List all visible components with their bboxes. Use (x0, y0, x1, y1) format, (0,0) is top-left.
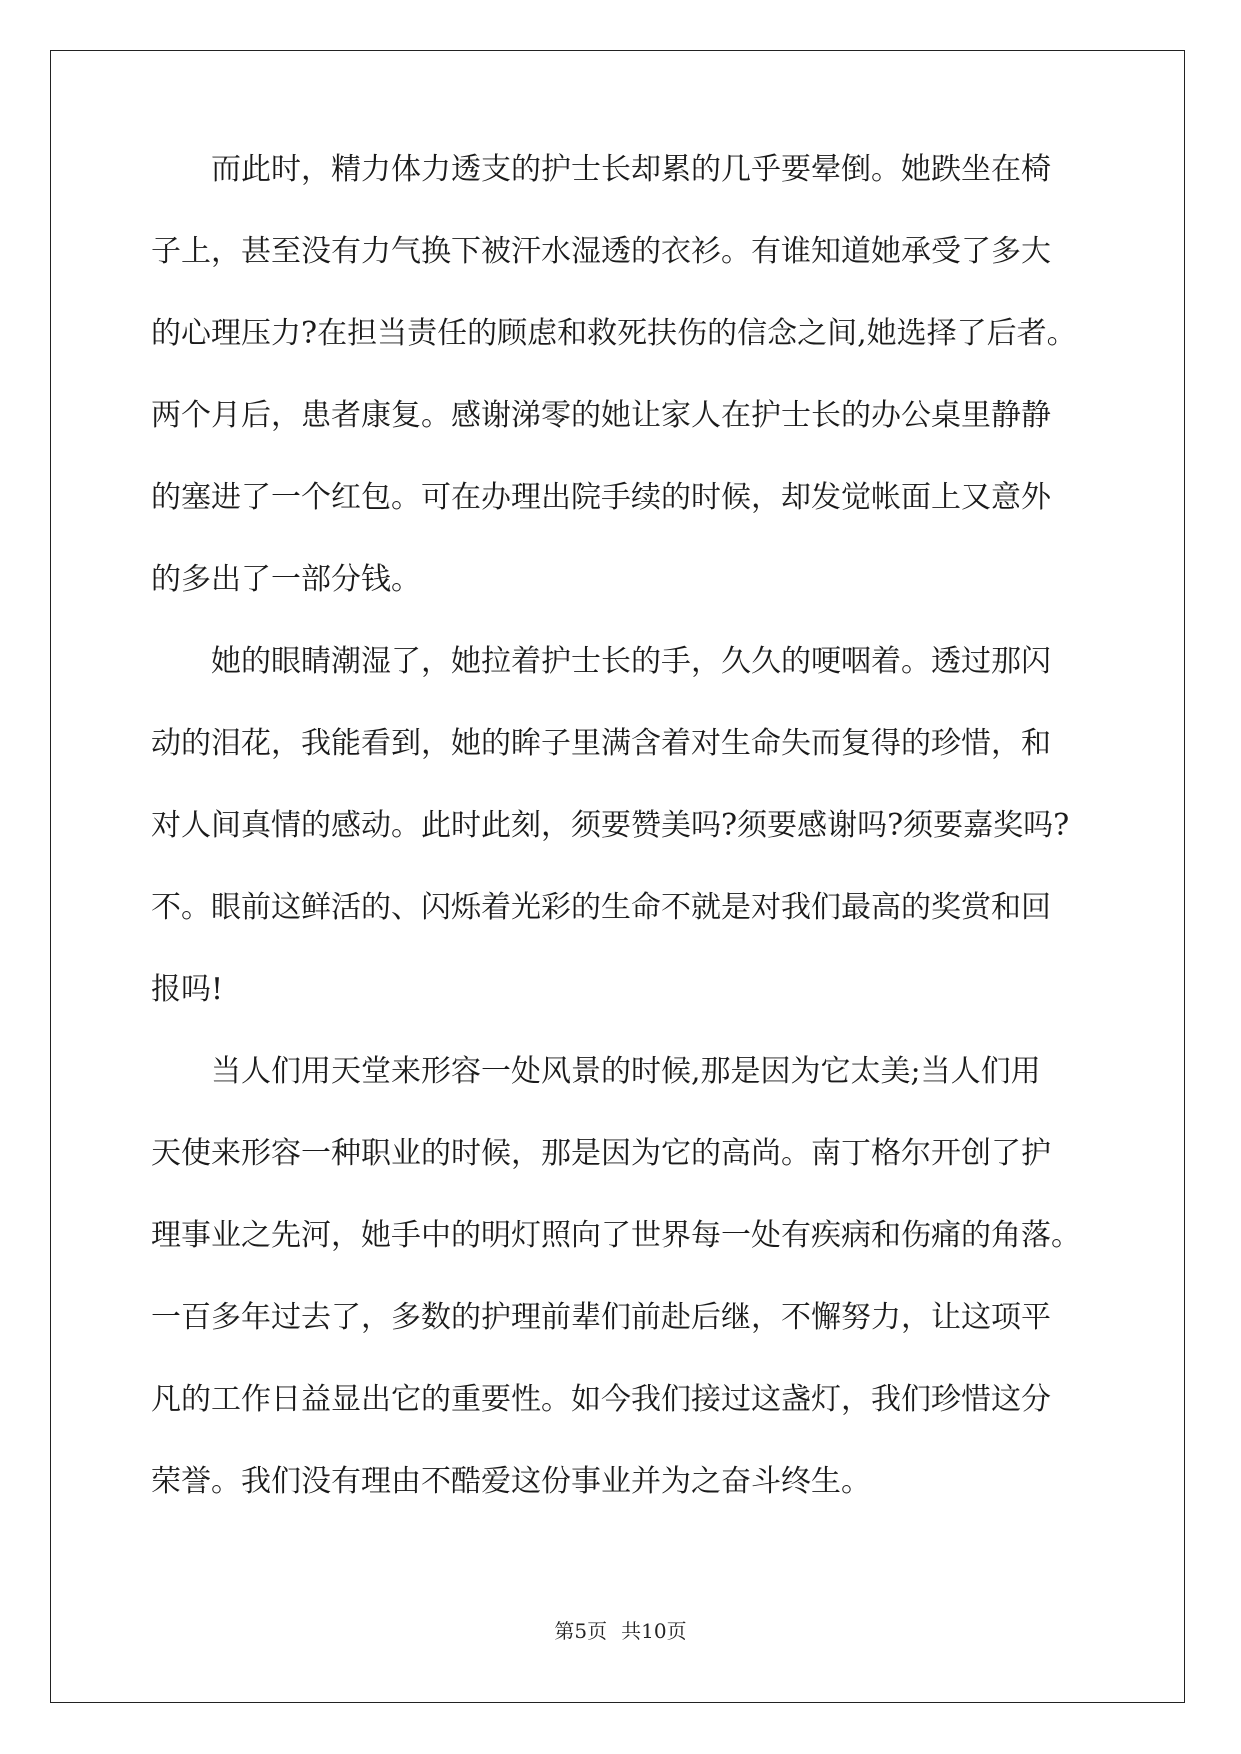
text-line: 子上，甚至没有力气换下被汗水湿透的衣衫。有谁知道她承受了多大 (151, 234, 1051, 269)
text-line: 一百多年过去了，多数的护理前辈们前赴后继，不懈努力，让这项平 (151, 1300, 1051, 1335)
text-line: 的塞进了一个红包。可在办理出院手续的时候，却发觉帐面上又意外 (151, 480, 1051, 515)
text-line: 天使来形容一种职业的时候，那是因为它的高尚。南丁格尔开创了护 (151, 1136, 1051, 1171)
text-line: 而此时，精力体力透支的护士长却累的几乎要晕倒。她跌坐在椅 (151, 152, 1051, 187)
page-total: 共10页 (621, 1619, 687, 1643)
text-line: 理事业之先河，她手中的明灯照向了世界每一处有疾病和伤痛的角落。 (151, 1218, 1081, 1253)
text-line: 对人间真情的感动。此时此刻，须要赞美吗?须要感谢吗?须要嘉奖吗? (151, 808, 1070, 843)
text-line: 她的眼睛潮湿了，她拉着护士长的手，久久的哽咽着。透过那闪 (151, 644, 1051, 679)
text-line: 荣誉。我们没有理由不酷爱这份事业并为之奋斗终生。 (151, 1464, 871, 1499)
text-line: 当人们用天堂来形容一处风景的时候,那是因为它太美;当人们用 (151, 1054, 1041, 1089)
text-line: 凡的工作日益显出它的重要性。如今我们接过这盏灯，我们珍惜这分 (151, 1382, 1051, 1417)
page-border (50, 50, 1185, 1703)
text-line: 报吗! (151, 972, 224, 1007)
text-line: 不。眼前这鲜活的、闪烁着光彩的生命不就是对我们最高的奖赏和回 (151, 890, 1051, 925)
text-line: 的多出了一部分钱。 (151, 562, 421, 597)
text-line: 动的泪花，我能看到，她的眸子里满含着对生命失而复得的珍惜，和 (151, 726, 1051, 761)
text-line: 的心理压力?在担当责任的顾虑和救死扶伤的信念之间,她选择了后者。 (151, 316, 1077, 351)
page-number: 第5页 (554, 1619, 608, 1643)
page-footer (0, 1615, 1241, 1644)
text-line: 两个月后，患者康复。感谢涕零的她让家人在护士长的办公桌里静静 (151, 398, 1051, 433)
